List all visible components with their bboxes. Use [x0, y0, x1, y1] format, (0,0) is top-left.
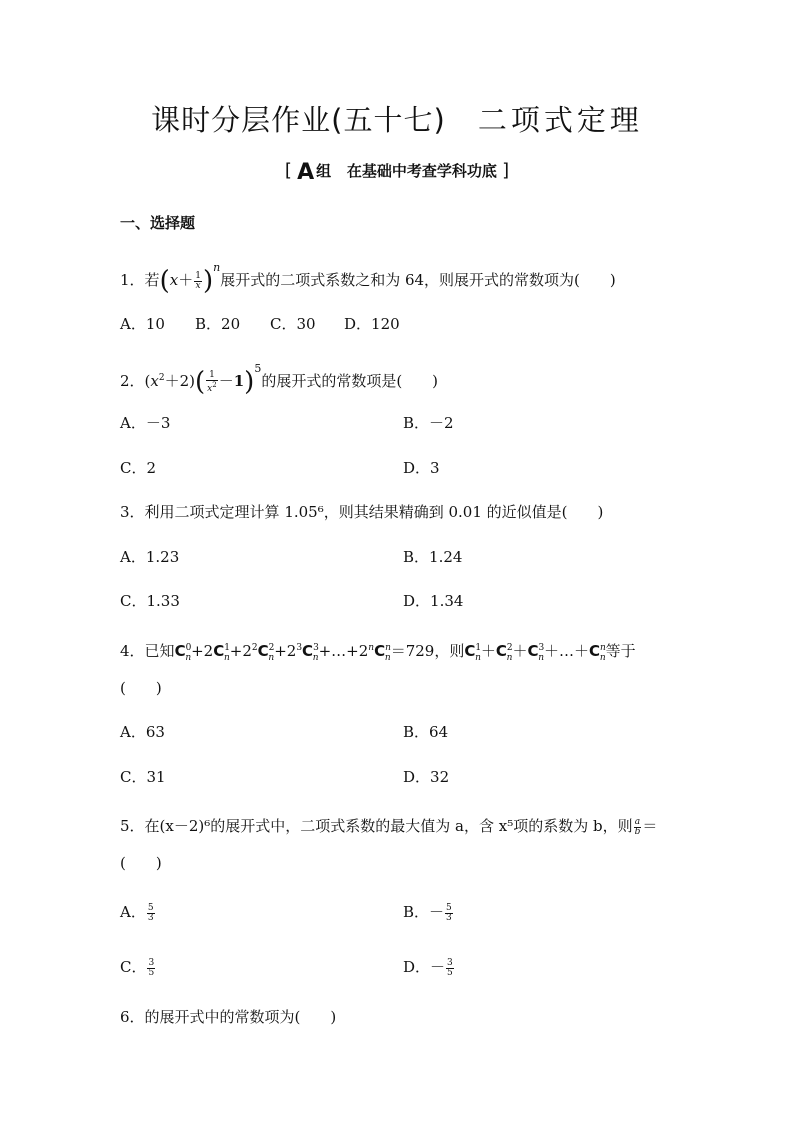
q3-option-d[interactable]: D．1.34 — [403, 592, 464, 610]
q1-prefix: 若 — [144, 271, 160, 289]
q5-option-c[interactable]: C． $\frac{3}{5}$ — [120, 957, 155, 978]
q4-option-c[interactable]: C．31 — [120, 768, 166, 786]
q2-frac: $\frac{1}{x^2}$ — [207, 369, 217, 394]
q1-option-a[interactable]: A．10 — [120, 315, 165, 333]
q5-option-d[interactable]: D．－ $\frac{3}{5}$ — [403, 957, 453, 978]
q1-option-b[interactable]: B．20 — [195, 315, 241, 333]
q1-suffix: 展开式的二项式系数之和为 64，则展开式的常数项为( ) — [220, 271, 616, 289]
q1-frac: $\frac{1}{x}$ — [195, 270, 201, 291]
q5-suffix: ＝ — [642, 817, 658, 835]
q3-num: 3． — [120, 503, 145, 521]
group-desc: 在基础中考查学科功底 — [346, 162, 497, 180]
question-1: 1．若(x＋ $\frac{1}{x}$ )$^n$展开式的二项式系数之和为 64，则展开式的常数项为( ) — [120, 261, 616, 296]
q4-middle: ＝729，则 — [390, 642, 465, 660]
q1-option-d[interactable]: D．120 — [344, 315, 400, 333]
q4-option-a[interactable]: A．63 — [120, 723, 165, 741]
q2-option-d[interactable]: D．3 — [403, 459, 440, 477]
q4-num: 4． — [120, 642, 145, 660]
q4-prefix: 已知 — [144, 642, 175, 660]
group-letter: A — [297, 160, 315, 185]
title-sub: 二项式定理 — [477, 103, 643, 137]
group-word: 组 — [316, 162, 332, 180]
question-2: 2．$(x^2+2)$( $\frac{1}{x^2}$ －1)$^5$的展开式的常数项是( ) — [120, 362, 439, 397]
q5-paren: ( ) — [120, 854, 162, 872]
section-title: 一、选择题 — [120, 214, 196, 232]
group-label: [ A 组 在基础中考查学科功底 ] — [284, 160, 510, 185]
question-3 — [120, 501, 603, 522]
page-title — [0, 98, 794, 139]
q3-option-c[interactable]: C．1.33 — [120, 592, 180, 610]
q2-num: 2． — [120, 372, 145, 390]
title-main: 课时分层作业(五十七) — [151, 103, 446, 137]
q6-text: 的展开式中的常数项为( ) — [144, 1008, 337, 1026]
q3-text: 利用二项式定理计算 1.05⁶，则其结果精确到 0.01 的近似值是( ) — [144, 503, 604, 521]
question-6 — [120, 1006, 336, 1027]
q3-option-b[interactable]: B．1.24 — [403, 548, 463, 566]
q1-option-c[interactable]: C．30 — [270, 315, 316, 333]
q5-option-b[interactable]: B．－ $\frac{5}{3}$ — [403, 902, 452, 923]
q5-text: 在(x－2)⁶的展开式中，二项式系数的最大值为 a，含 x⁵项的系数为 b，则 — [144, 817, 633, 835]
q4-paren: ( ) — [120, 679, 162, 697]
q2-option-a[interactable]: A．－3 — [120, 414, 171, 432]
q1-num: 1． — [120, 271, 145, 289]
q2-suffix: 的展开式的常数项是( ) — [261, 372, 439, 390]
q5-frac: $\frac{a}{b}$ — [634, 816, 641, 837]
q4-option-d[interactable]: D．32 — [403, 768, 450, 786]
q6-num: 6． — [120, 1008, 145, 1026]
q5-num: 5． — [120, 817, 145, 835]
q3-option-a[interactable]: A．1.23 — [120, 548, 180, 566]
q4-option-b[interactable]: B．64 — [403, 723, 449, 741]
q2-option-c[interactable]: C．2 — [120, 459, 157, 477]
q2-option-b[interactable]: B．－2 — [403, 414, 454, 432]
question-5 — [120, 815, 657, 837]
q5-option-a[interactable]: A． $\frac{5}{3}$ — [120, 902, 154, 923]
question-4: 4．已知$C^0_n+2C^1_n+2^2C^2_n+2^3C^3_n+\dots+2^nC^n_n=729$，则$C^1_n+C^2_n+C^3_n+\dots+C^n_n$等于 — [120, 642, 636, 663]
q4-suffix: 等于 — [605, 642, 636, 660]
